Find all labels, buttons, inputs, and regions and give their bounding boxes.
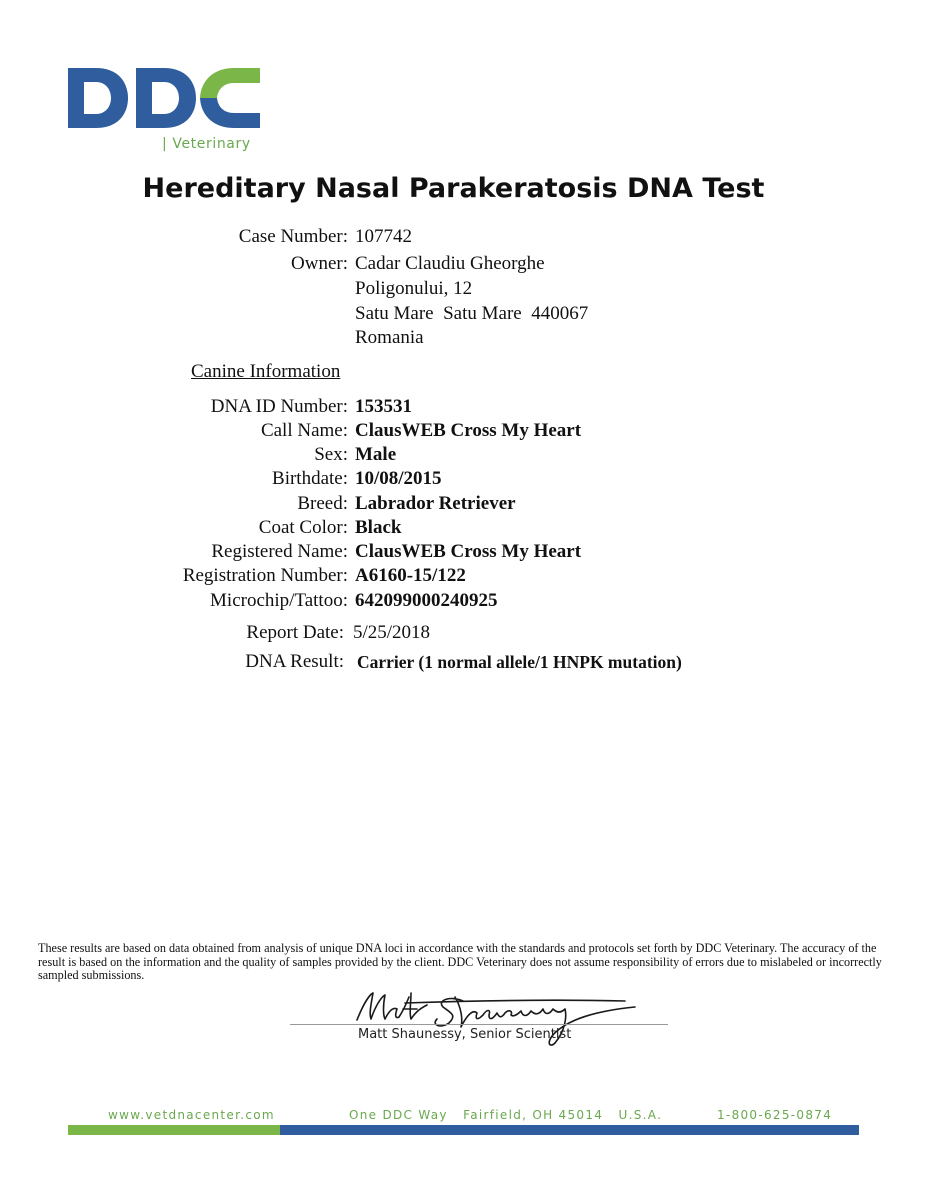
handwritten-signature [345, 975, 645, 1055]
registered-name-value: ClausWEB Cross My Heart [355, 541, 582, 562]
dna-result-row [0, 649, 927, 675]
footer-bar-blue [280, 1125, 859, 1135]
owner-address-line-2: Satu Mare Satu Mare 440067 [355, 303, 589, 324]
footer-bar-green [68, 1125, 280, 1135]
report-date-label: Report Date: [246, 622, 344, 643]
field-label: DNA ID Number: [210, 396, 348, 417]
canine-field-row [0, 515, 927, 541]
footer-website: www.vetdnacenter.com [108, 1108, 275, 1122]
birthdate-value: 10/08/2015 [355, 468, 442, 489]
field-label: Sex: [314, 444, 348, 465]
canine-field-row [0, 442, 927, 468]
canine-field-row [0, 588, 927, 614]
signatory-name: Matt Shaunessy, Senior Scientist [358, 1027, 572, 1042]
page-title: Hereditary Nasal Parakeratosis DNA Test [142, 173, 765, 204]
microchip-value: 642099000240925 [355, 590, 498, 611]
call-name-value: ClausWEB Cross My Heart [355, 420, 582, 441]
dna-result-value: Carrier (1 normal allele/1 HNPK mutation) [357, 652, 682, 672]
field-label: Breed: [297, 493, 348, 514]
canine-field-row [0, 418, 927, 444]
owner-address-line-1: Poligonului, 12 [355, 278, 473, 299]
canine-field-row [0, 539, 927, 565]
dna-result-label: DNA Result: [245, 651, 344, 672]
breed-value: Labrador Retriever [355, 493, 516, 514]
owner-address-line-3: Romania [355, 327, 424, 348]
address-line-3-row [0, 325, 927, 351]
footer-phone: 1-800-625-0874 [717, 1108, 833, 1122]
canine-field-row [0, 466, 927, 492]
dna-id-value: 153531 [355, 396, 412, 417]
canine-field-row [0, 563, 927, 589]
canine-field-row [0, 394, 927, 420]
owner-row [0, 251, 927, 277]
logo-subtitle: | Veterinary [162, 136, 251, 152]
signature-line [290, 1024, 668, 1025]
field-label: Birthdate: [272, 468, 348, 489]
case-number-label: Case Number: [238, 226, 348, 247]
sex-value: Male [355, 444, 397, 465]
address-line-1-row [0, 276, 927, 302]
owner-label: Owner: [291, 253, 348, 274]
address-line-2-row [0, 301, 927, 327]
field-label: Registration Number: [182, 565, 348, 586]
case-number-row [0, 224, 927, 250]
report-date-row [0, 620, 927, 646]
disclaimer-text: These results are based on data obtained from analysis of unique DNA loci in accordance with the standards and protocols set forth by DDC Veterinary. The accuracy of the result is based on the information and the quality of samples provided by the client. DDC Veterinary does not assume responsibility of errors due to mislabeled or incorrectly sampled submissions. [38, 941, 882, 982]
coat-color-value: Black [355, 517, 402, 538]
case-number-value: 107742 [355, 226, 412, 247]
canine-field-row [0, 491, 927, 517]
field-label: Coat Color: [258, 517, 348, 538]
field-label: Registered Name: [211, 541, 348, 562]
field-label: Call Name: [260, 420, 348, 441]
footer-address: One DDC Way Fairfield, OH 45014 U.S.A. [349, 1108, 663, 1122]
report-date-value: 5/25/2018 [353, 622, 431, 643]
field-label: Microchip/Tattoo: [210, 590, 348, 611]
registration-number-value: A6160-15/122 [355, 565, 466, 586]
canine-information-heading: Canine Information [191, 361, 341, 382]
owner-name: Cadar Claudiu Gheorghe [355, 253, 545, 274]
